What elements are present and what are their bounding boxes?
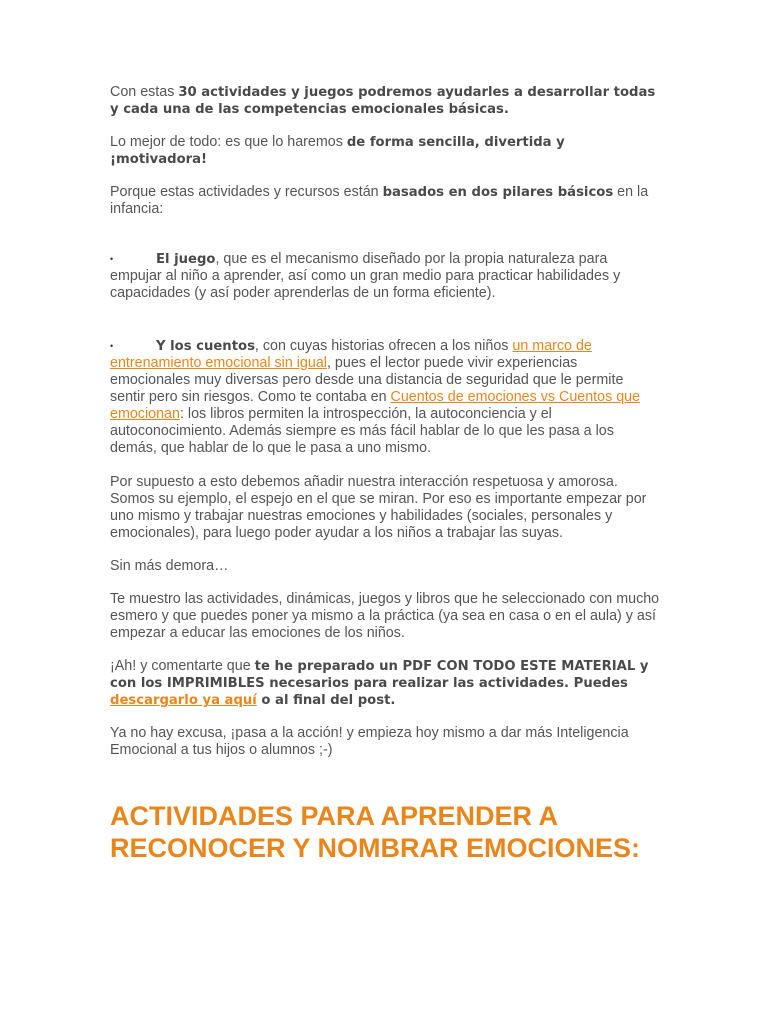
- pillars-text-end: en la infancia:: [110, 184, 649, 217]
- intro-text: Con estas: [110, 84, 179, 100]
- bullet-text-cuentos-3: : los libros permiten la introspección, la autoconciencia y el autoconocimiento. Además siempre es más fácil hablar de lo que les pasa a los demás, que hablar de lo que le pasa a uno mismo.: [110, 406, 614, 456]
- bullet-icon: •: [110, 341, 114, 351]
- bullet-item-cuentos: [110, 338, 660, 457]
- bullet-title-cuentos: Y los cuentos: [156, 339, 255, 354]
- delay-paragraph: Sin más demora…: [110, 558, 229, 574]
- bullet-item-juego: [110, 251, 660, 302]
- download-link[interactable]: descargarlo ya aquí: [110, 693, 257, 708]
- pdf-paragraph: [110, 658, 660, 709]
- article-body: [110, 84, 660, 759]
- bullet-icon: •: [110, 254, 114, 264]
- link-marco-entrenamiento[interactable]: un marco de entrenamiento emocional sin igual: [110, 338, 592, 371]
- pillars-paragraph: [110, 184, 660, 218]
- action-paragraph: Ya no hay excusa, ¡pasa a la acción! y empieza hoy mismo a dar más Inteligencia Emocional a tus hijos o alumnos ;-): [110, 725, 629, 758]
- intro-bold: 30 actividades y juegos podremos ayudarles a desarrollar todas y cada una de las competencias emocionales básicas.: [110, 85, 656, 117]
- pillars-bold: basados en dos pilares básicos: [382, 185, 614, 200]
- show-paragraph: Te muestro las actividades, dinámicas, juegos y libros que he seleccionado con mucho esmero y que puedes poner ya mismo a la práctica (ya sea en casa o en el aula) y así empezar a educar las emociones de los niños.: [110, 591, 660, 641]
- link-cuentos-emociones[interactable]: Cuentos de emociones vs Cuentos que emocionan: [110, 389, 641, 422]
- intro-paragraph: [110, 84, 660, 118]
- bullet-text-juego: , que es el mecanismo diseñado por la propia naturaleza para empujar al niño a aprender, así como un gran medio para practicar habilidades y capacidades (y así poder aprenderlas de un forma eficiente).: [110, 251, 621, 301]
- section-heading: ACTIVIDADES PARA APRENDER A RECONOCER Y NOMBRAR EMOCIONES:: [110, 801, 641, 863]
- pdf-text: ¡Ah! y comentarte que: [110, 658, 255, 674]
- pdf-bold-end: o al final del post.: [256, 693, 396, 708]
- best-paragraph: [110, 134, 660, 168]
- best-bold: de forma sencilla, divertida y ¡motivadora!: [110, 135, 565, 167]
- bullet-text-cuentos-2: , pues el lector puede vivir experiencias emocionales muy diversas pero desde una distancia de seguridad que le permite sentir pero sin riesgos. Como te contaba en: [110, 355, 624, 405]
- respect-paragraph: Por supuesto a esto debemos añadir nuestra interacción respetuosa y amorosa. Somos su ejemplo, el espejo en el que se miran. Por eso es importante empezar por uno mismo y trabajar nuestras emociones y habilidades (sociales, personales y emocionales), para luego poder ayudar a los niños a trabajar las suyas.: [110, 474, 647, 541]
- bullet-title-juego: El juego: [156, 252, 216, 267]
- best-text: Lo mejor de todo: es que lo haremos: [110, 134, 347, 150]
- bullet-text-cuentos: , con cuyas historias ofrecen a los niños: [254, 338, 513, 354]
- pillars-text: Porque estas actividades y recursos están: [110, 184, 383, 200]
- pdf-bold: te he preparado un PDF CON TODO ESTE MATERIAL y con los IMPRIMIBLES necesarios para realizar las actividades. Puedes: [110, 659, 649, 691]
